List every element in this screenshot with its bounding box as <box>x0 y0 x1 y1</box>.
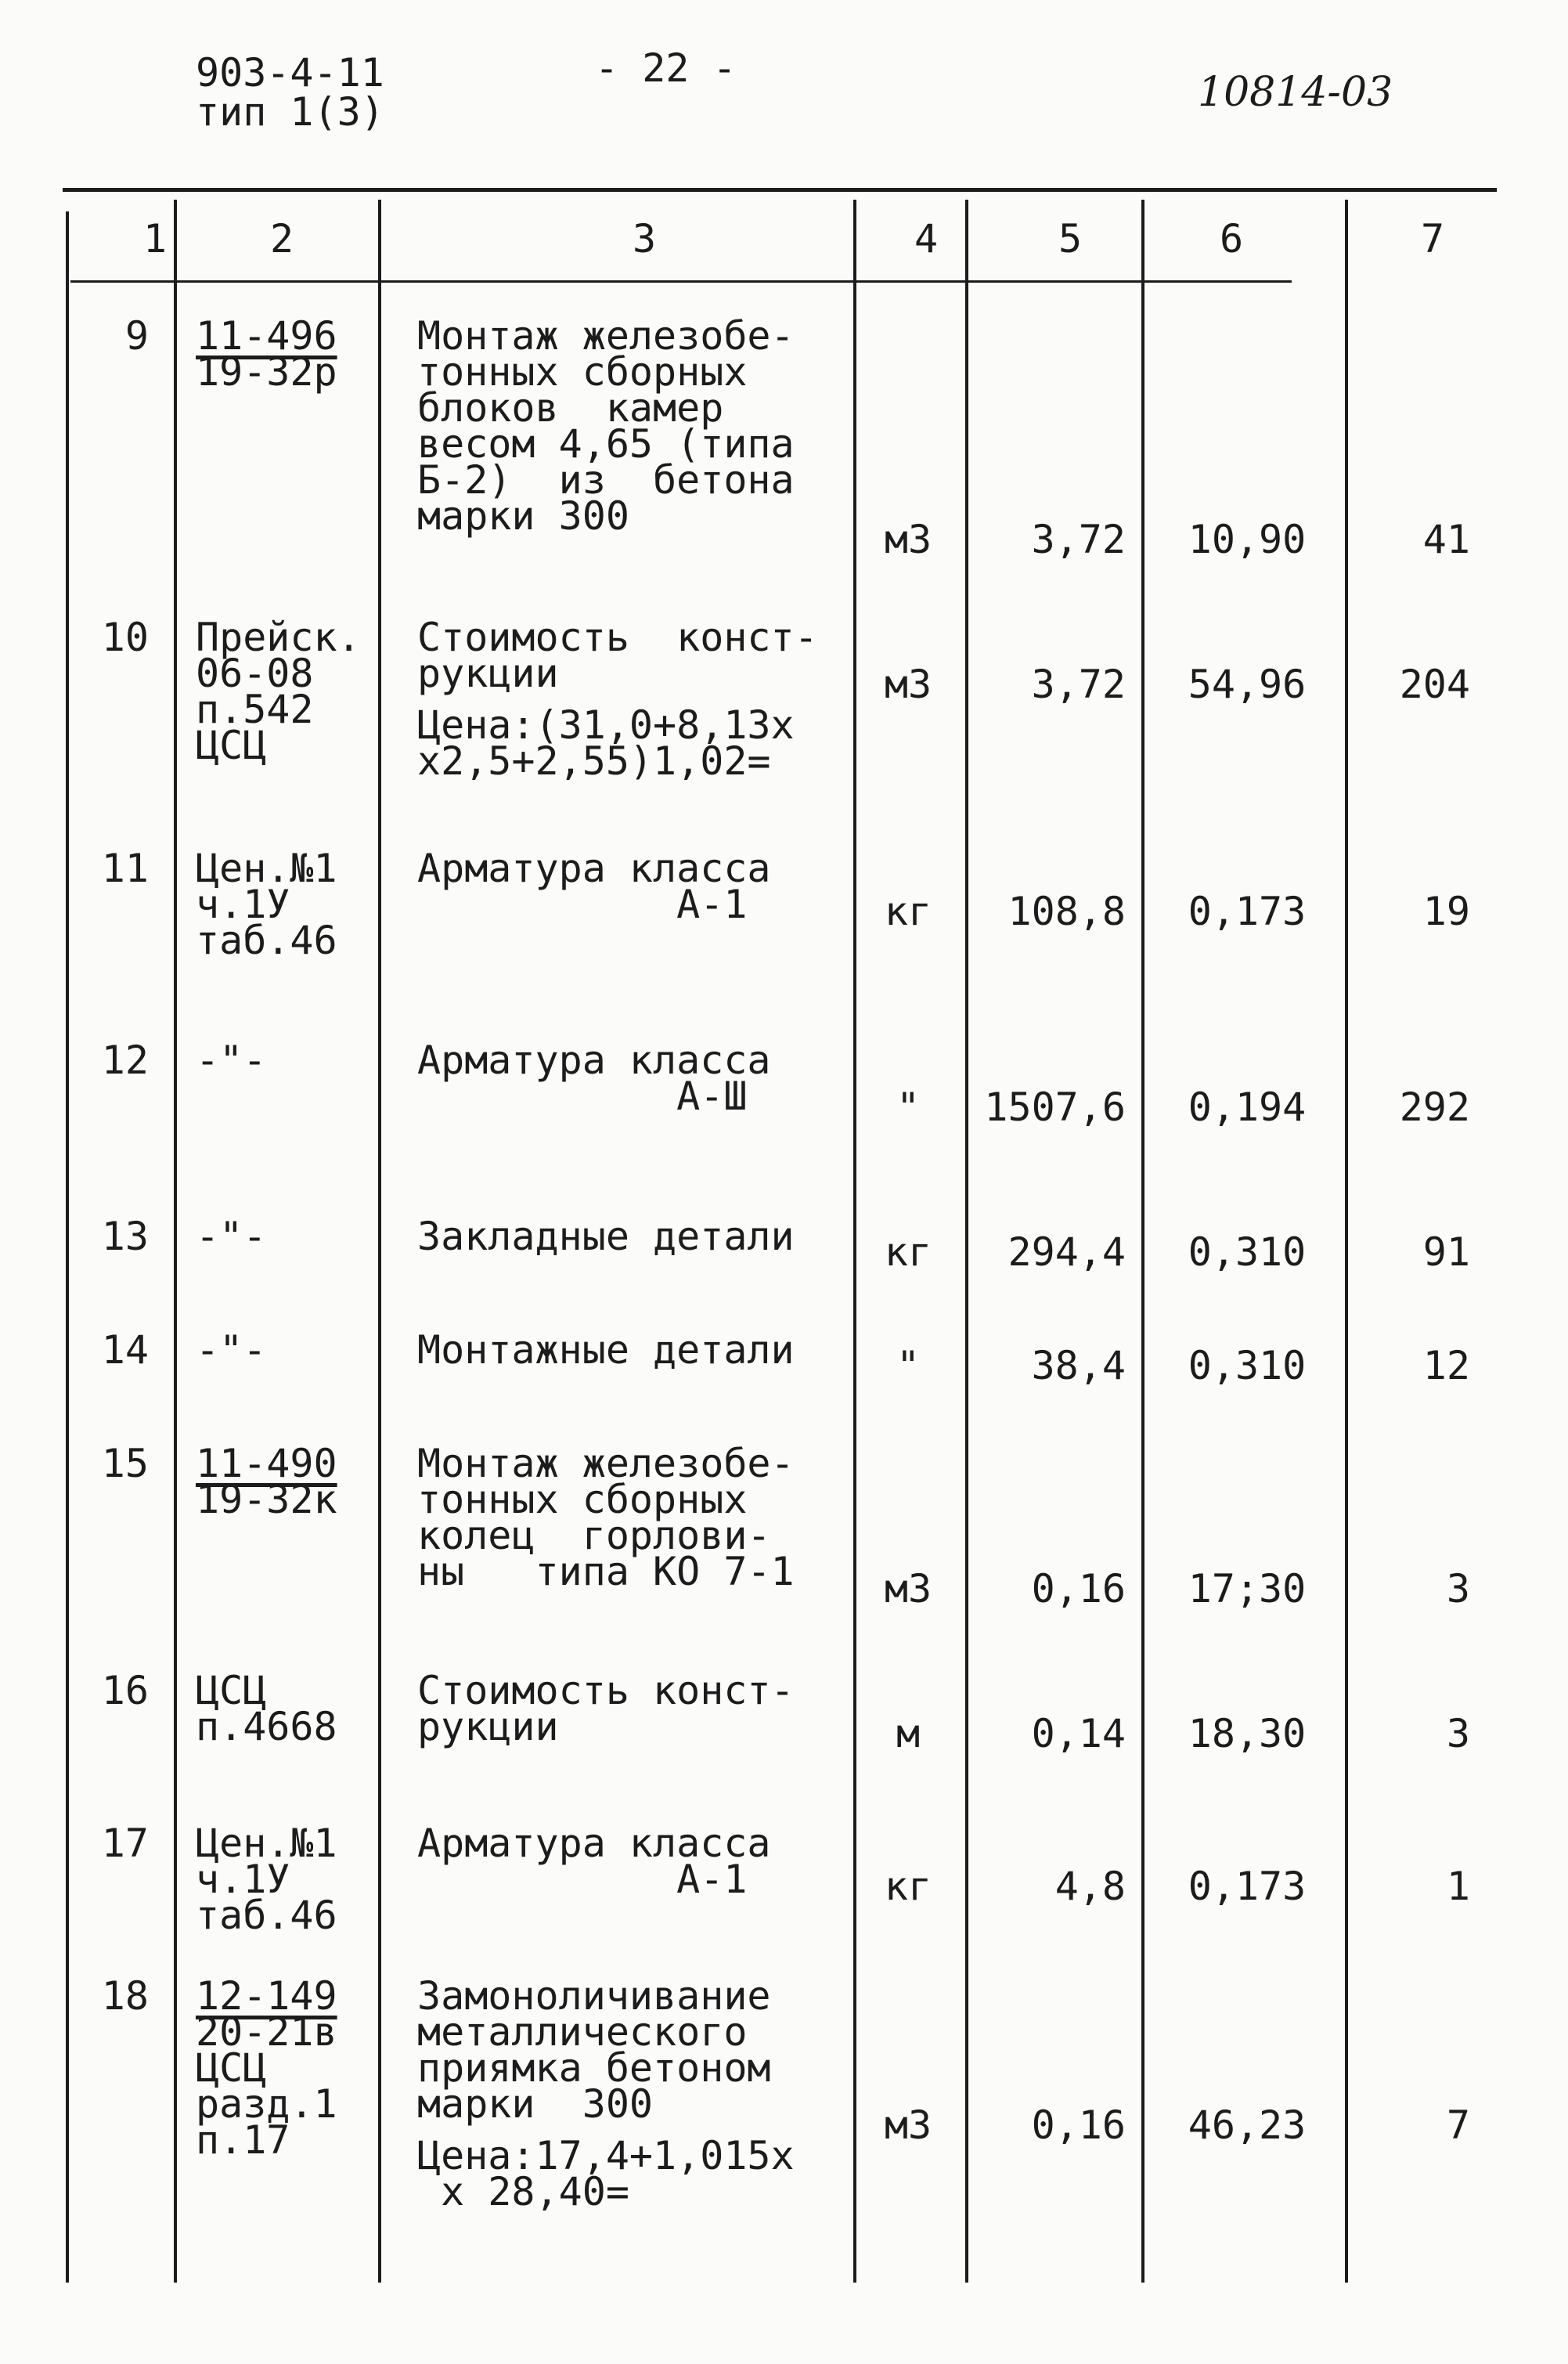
row-number: 17 <box>101 1821 149 1866</box>
description-line: Арматура класса <box>417 1821 771 1866</box>
row-number: 10 <box>101 615 149 660</box>
description-line: Монтажные детали <box>417 1327 795 1373</box>
column-number: 6 <box>1220 216 1244 262</box>
reference-line: 11-490 <box>196 1441 337 1486</box>
unit-price-cell: 10,90 <box>1188 517 1307 562</box>
reference-line: ЦСЦ <box>196 1668 267 1713</box>
description-line: Замоноличивание <box>417 1973 771 2019</box>
description-line: тонных сборных <box>417 1477 748 1522</box>
description-line: тонных сборных <box>417 349 748 395</box>
quantity-cell: 0,16 <box>1031 2102 1126 2148</box>
column-number: 3 <box>633 216 657 262</box>
description-line: весом 4,65 (типа <box>417 421 795 467</box>
reference-line: ЦСЦ <box>196 723 267 768</box>
column-number: 5 <box>1058 216 1083 262</box>
unit-cell: м <box>896 1711 921 1756</box>
description-line: Закладные детали <box>417 1214 795 1259</box>
row-number: 13 <box>101 1214 149 1259</box>
unit-cell: м3 <box>884 517 932 562</box>
unit-cell: м3 <box>884 1566 932 1611</box>
column-number: 2 <box>270 216 294 262</box>
reference-line: таб.46 <box>196 918 337 963</box>
row-number: 12 <box>101 1038 149 1083</box>
column-divider-7 <box>1345 200 1348 2283</box>
reference-line: Цен.№1 <box>196 1821 337 1866</box>
row-number: 16 <box>101 1668 149 1713</box>
description-line: металлического <box>417 2009 748 2055</box>
total-cell: 12 <box>1422 1343 1470 1388</box>
description-line: марки 300 <box>417 493 629 539</box>
description-line: Б-2) из бетона <box>417 457 795 503</box>
reference-line: 20-21в <box>196 2009 337 2055</box>
doc-code: 903-4-11 <box>196 50 384 96</box>
unit-cell: кг <box>884 1864 932 1909</box>
unit-cell: " <box>896 1343 921 1388</box>
reference-line: 19-32к <box>196 1477 337 1522</box>
description-line: А-1 <box>417 882 748 927</box>
quantity-cell: 0,14 <box>1031 1711 1126 1756</box>
column-divider-5 <box>965 200 968 2283</box>
header-bottom-rule <box>70 280 1292 283</box>
description-line: рукции <box>417 1704 559 1749</box>
reference-line: 11-496 <box>196 313 337 359</box>
description-line: блоков камер <box>417 385 724 431</box>
description-line: колец горлови- <box>417 1513 771 1558</box>
unit-cell: м3 <box>884 2102 932 2148</box>
description-line: Монтаж железобе- <box>417 313 795 359</box>
doc-type: тип 1(3) <box>196 89 384 135</box>
total-cell: 3 <box>1446 1566 1470 1611</box>
total-cell: 1 <box>1446 1864 1470 1909</box>
column-number: 1 <box>143 216 168 262</box>
unit-price-cell: 54,96 <box>1188 662 1307 707</box>
description-line: А-1 <box>417 1857 748 1902</box>
column-divider-1 <box>66 211 69 2283</box>
reference-line: ЦСЦ <box>196 2045 267 2091</box>
description-line: приямка бетоном <box>417 2045 771 2091</box>
reference-line: разд.1 <box>196 2081 337 2127</box>
total-cell: 19 <box>1422 889 1470 934</box>
reference-line: ч.1У <box>196 882 290 927</box>
quantity-cell: 3,72 <box>1031 517 1126 562</box>
total-cell: 41 <box>1422 517 1470 562</box>
reference-line: 19-32р <box>196 349 337 395</box>
unit-price-cell: 0,310 <box>1188 1229 1307 1275</box>
row-number: 18 <box>101 1973 149 2019</box>
reference-line: -"- <box>196 1327 267 1373</box>
description-line: А-Ш <box>417 1074 748 1119</box>
description-line: Цена:(31,0+8,13х <box>417 702 795 748</box>
unit-price-cell: 17;30 <box>1188 1566 1307 1611</box>
description-line: Цена:17,4+1,015х <box>417 2133 795 2178</box>
unit-price-cell: 18,30 <box>1188 1711 1307 1756</box>
unit-cell: " <box>896 1085 921 1130</box>
unit-cell: м3 <box>884 662 932 707</box>
row-number: 15 <box>101 1441 149 1486</box>
description-line: марки 300 <box>417 2081 654 2127</box>
row-number: 14 <box>101 1327 149 1373</box>
page-number: - 22 - <box>595 45 737 91</box>
description-line: Стоимость конст- <box>417 1668 795 1713</box>
column-number: 4 <box>914 216 939 262</box>
reference-line: п.17 <box>196 2117 290 2163</box>
reference-line: -"- <box>196 1038 267 1083</box>
reference-line: Прейск. <box>196 615 361 660</box>
description-line: х2,5+2,55)1,02= <box>417 738 771 784</box>
reference-line: -"- <box>196 1214 267 1259</box>
description-line: Монтаж железобе- <box>417 1441 795 1486</box>
quantity-cell: 38,4 <box>1031 1343 1126 1388</box>
column-divider-6 <box>1141 200 1144 2283</box>
unit-cell: кг <box>884 889 932 934</box>
unit-price-cell: 0,173 <box>1188 1864 1307 1909</box>
unit-price-cell: 46,23 <box>1188 2102 1307 2148</box>
quantity-cell: 3,72 <box>1031 662 1126 707</box>
row-number: 11 <box>101 846 149 891</box>
quantity-cell: 1507,6 <box>984 1085 1126 1130</box>
unit-price-cell: 0,194 <box>1188 1085 1307 1130</box>
column-number: 7 <box>1421 216 1445 262</box>
reference-line: п.542 <box>196 687 314 732</box>
description-line: Стоимость конст- <box>417 615 818 660</box>
column-divider-3 <box>378 200 381 2283</box>
reference-line: п.4668 <box>196 1704 337 1749</box>
description-line: ны типа КО 7-1 <box>417 1549 795 1594</box>
doc-number: 10814-03 <box>1198 69 1393 116</box>
total-cell: 91 <box>1422 1229 1470 1275</box>
total-cell: 7 <box>1446 2102 1470 2148</box>
total-cell: 204 <box>1399 662 1470 707</box>
unit-price-cell: 0,310 <box>1188 1343 1307 1388</box>
description-line: х 28,40= <box>417 2169 629 2214</box>
unit-price-cell: 0,173 <box>1188 889 1307 934</box>
total-cell: 292 <box>1399 1085 1470 1130</box>
row-number: 9 <box>124 313 149 359</box>
table-top-rule <box>63 188 1497 192</box>
reference-line: 06-08 <box>196 651 314 696</box>
total-cell: 3 <box>1446 1711 1470 1756</box>
quantity-cell: 294,4 <box>1007 1229 1126 1275</box>
quantity-cell: 4,8 <box>1054 1864 1126 1909</box>
column-divider-2 <box>174 200 177 2283</box>
description-line: Арматура класса <box>417 846 771 891</box>
reference-line: ч.1У <box>196 1857 290 1902</box>
quantity-cell: 108,8 <box>1007 889 1126 934</box>
reference-line: Цен.№1 <box>196 846 337 891</box>
reference-line: таб.46 <box>196 1893 337 1938</box>
quantity-cell: 0,16 <box>1031 1566 1126 1611</box>
reference-line: 12-149 <box>196 1973 337 2019</box>
description-line: Арматура класса <box>417 1038 771 1083</box>
unit-cell: кг <box>884 1229 932 1275</box>
description-line: рукции <box>417 651 559 696</box>
